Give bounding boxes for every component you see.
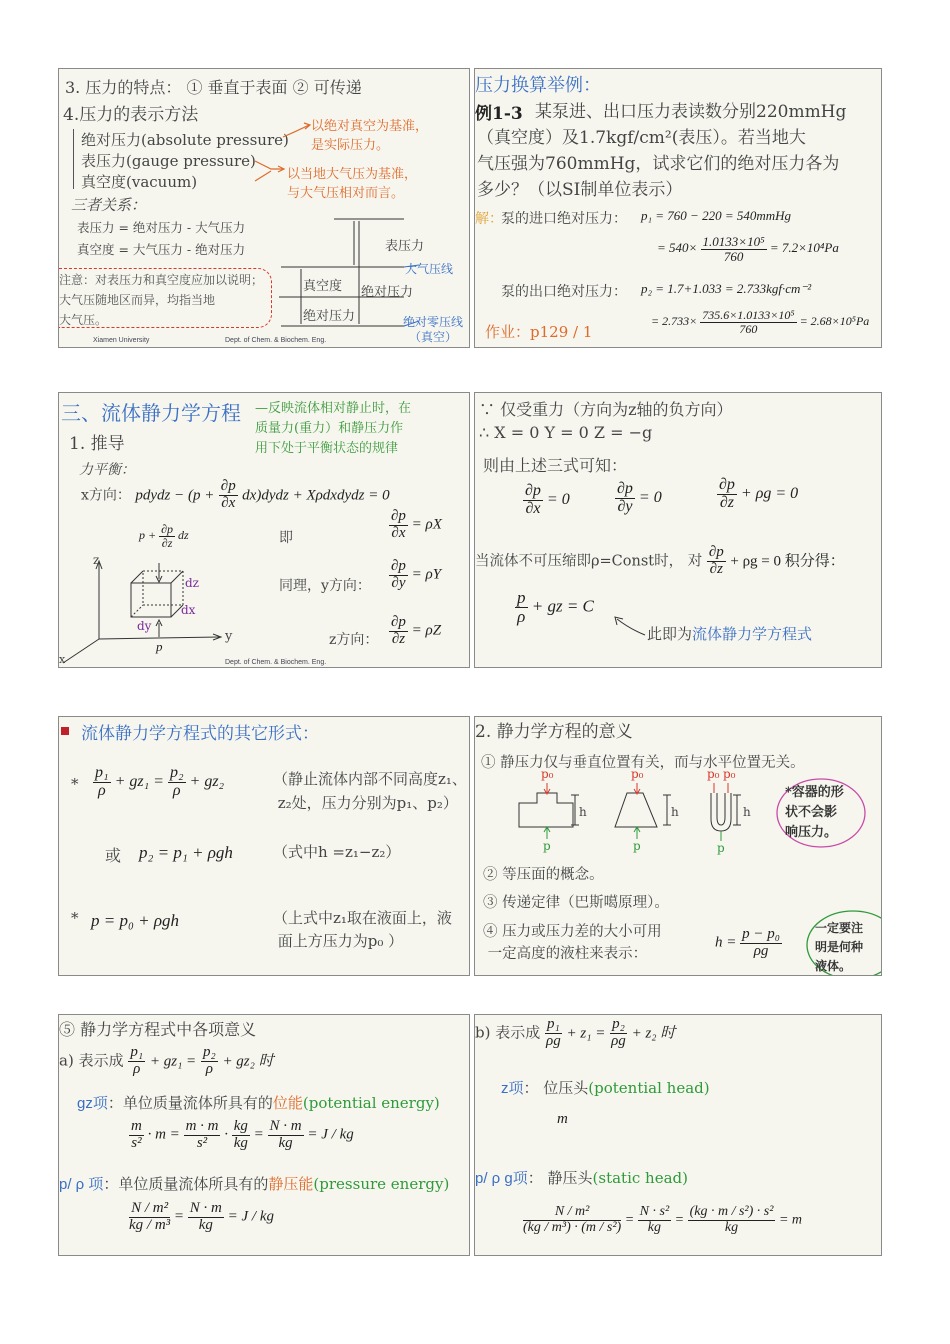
same-y: 同理，y方向：: [279, 578, 371, 594]
other-forms-title: 流体静力学方程式的其它形式：: [81, 724, 319, 744]
p0-label-1: p₀: [541, 767, 554, 781]
diagram-atm-line: 大气压线: [405, 262, 454, 276]
slide-other-forms: [58, 716, 470, 976]
p0-label-3: p₀: [707, 767, 720, 781]
x-direction: x方向： pdydz − (p + $\frac{\partial p}{\partial x}$ dx)dydz + Xρdxdydz = 0: [81, 478, 390, 511]
form-2-note: （式中h =z₁−z₂）: [273, 843, 401, 861]
label-dy: dy: [137, 619, 152, 633]
h-label-3: h: [743, 805, 751, 819]
conversion-title: 压力换算举例：: [475, 75, 601, 96]
vacuum-label: 真空度(vacuum): [81, 173, 198, 191]
eq-dpdx: $\frac{\partial p}{\partial x}$ = 0: [525, 482, 570, 517]
eq-y: $\frac{\partial p}{\partial y}$ = ρY: [391, 558, 442, 591]
slide-pressure-conversion: [474, 68, 882, 348]
meaning-3: ③ 传递定律（巴斯噶原理）。: [483, 895, 669, 911]
p0-label-4: p₀: [723, 767, 736, 781]
inlet-eq: p₁ = 760 − 220 = 540mmHg: [641, 208, 792, 223]
bullet-square: [61, 727, 69, 735]
equation-note: 此即为流体静力学方程式: [647, 625, 813, 643]
incompressible-line: 当流体不可压缩即ρ=Const时， 对 $\frac{\partial p}{\partial z}$ + ρg = 0 积分得：: [475, 544, 845, 577]
footer-dept: Dept. of Chem. & Biochem. Eng.: [225, 337, 327, 344]
hydrostatic-note: —反映流体相对静止时，在 质量力(重力）和静压力作 用下处于平衡状态的规律: [255, 401, 412, 456]
diagram-abs-2: 绝对压力: [303, 309, 356, 324]
footer-university: Xiamen University: [93, 337, 150, 344]
top-face-pressure: p + $\frac{\partial p}{\partial z}$ dz: [139, 522, 189, 550]
gz-units: $\frac{m}{\text{s²}}$ · m = $\frac{m \cdot m}{\text{s²}}$ · $\frac{kg}{kg}$ = $\frac{N \cdot m}{kg}$ = J / kg: [131, 1118, 354, 1151]
label-p: p: [156, 639, 163, 654]
meaning-4: ④ 压力或压力差的大小可用 一定高度的液柱来表示：: [483, 924, 662, 962]
form-2: p₂ = p₁ + ρgh: [139, 843, 233, 862]
gravity-line: ∵ 仅受重力（方向为z轴的负方向）: [479, 400, 733, 419]
p0-label-2: p₀: [631, 767, 644, 781]
gauge-pressure-label: 表压力(gauge pressure): [81, 152, 256, 170]
label-dz: dz: [185, 576, 200, 590]
form-1: $\frac{\text{p₁}}{\rho}$ + gz₁ = $\frac{\text{p₂}}{\rho}$ + gz₂: [95, 764, 225, 799]
form-a: a) 表示成 $\frac{\text{p₁}}{\rho}$ + gz₁ = $\frac{\text{p₂}}{\rho}$ + gz₂ 时: [59, 1044, 274, 1077]
axis-x: x: [59, 653, 66, 666]
h-label-1: h: [579, 805, 587, 819]
eq-x: $\frac{\partial p}{\partial x}$ = ρX: [391, 508, 442, 541]
liquid-column-eq: h = $\frac{\text{p − p₀}}{\rho g}$: [715, 926, 780, 959]
or-label: 或: [105, 846, 122, 865]
static-head-units: $\frac{\text{N / m²}}{\text{(kg / m³) · (m / s²)}}$ = $\frac{\text{N · s²}}{kg}$ = $\frac{\text{(kg · m / s²) · s²}}{kg}$ = m: [523, 1204, 803, 1235]
terms-title: ⑤ 静力学方程式中各项意义: [59, 1020, 257, 1039]
pressure-units: $\frac{\text{N / m²}}{\text{kg / m³}}$ = $\frac{N \cdot m}{kg}$ = J / kg: [129, 1200, 274, 1233]
xyz-values: ∴ X = 0 Y = 0 Z = −g: [479, 423, 653, 442]
pressure-methods: 4.压力的表示方法: [63, 105, 199, 125]
axis-z: z: [93, 553, 100, 567]
eq-dpdz: $\frac{\partial p}{\partial z}$ + ρg = 0: [719, 476, 799, 511]
vessel-shape-note: *容器的形 状不会影 响压力。: [785, 785, 844, 840]
slide-equation-meaning: [474, 716, 882, 976]
z-term: z项： 位压头(potential head): [501, 1079, 710, 1097]
relation-2: 真空度 = 大气压力 - 绝对压力: [77, 242, 246, 257]
slide-gravity-only: [474, 392, 882, 668]
z-direction: z方向：: [329, 632, 379, 648]
attention-box: [59, 268, 272, 328]
hydrostatic-title: 三、流体静力学方程: [61, 401, 241, 425]
inlet-calc: = 540× $\frac{\text{1.0133×10⁵}}{760}$ = 7.2×10⁴Pa: [657, 234, 839, 264]
star-1: *: [71, 775, 79, 793]
form-3: p = p₀ + ρgh: [91, 911, 180, 930]
hydrostatic-equation: $\frac{p}{\rho}$ + gz = C: [517, 588, 594, 626]
example-text: 某泵进、出口压力表读数分别220mmHg （真空度）及1.7kgf/cm²(表压）。若当地大 气压强为760mmHg，试求它们的绝对压力各为 多少？（以SI制单位表示）: [477, 102, 847, 200]
therefore-line: 则由上述三式可知：: [483, 456, 628, 475]
footer-dept: Dept. of Chem. & Biochem. Eng.: [225, 659, 327, 666]
liquid-type-note: 一定要注 明是何种 液体。: [815, 921, 864, 973]
force-balance: 力平衡：: [79, 462, 135, 478]
h-label-2: h: [671, 805, 679, 819]
p-label-3: p: [717, 841, 725, 855]
slide-term-meaning-b: [474, 1014, 882, 1256]
pressure-term: p/ ρ 项：单位质量流体所具有的静压能(pressure energy): [59, 1175, 450, 1193]
homework: 作业：p129 / 1: [485, 323, 593, 341]
eq-dpdy: $\frac{\partial p}{\partial y}$ = 0: [617, 480, 662, 515]
z-unit: m: [557, 1111, 568, 1127]
outlet-eq: p₂ = 1.7+1.033 = 2.733kgf·cm⁻²: [641, 281, 812, 296]
slide-pressure-representation: [58, 68, 470, 348]
slide-term-meaning-a: [58, 1014, 470, 1256]
outlet-calc: = 2.733× $\frac{\text{735.6×1.0133×10⁵}}{760}$ = 2.68×10⁵Pa: [651, 308, 870, 336]
outlet-text: 泵的出口绝对压力：: [501, 284, 627, 300]
form-3-note: （上式中z₁取在液面上，液 面上方压力为p₀ ）: [273, 909, 452, 950]
p-label-1: p: [543, 839, 551, 853]
meaning-2: ② 等压面的概念。: [483, 867, 604, 883]
slide-hydrostatic-derivation: [58, 392, 470, 668]
static-head-term: p/ ρ g项： 静压头(static head): [475, 1169, 688, 1187]
eq-z: $\frac{\partial p}{\partial z}$ = ρZ: [391, 614, 442, 647]
relation-title: 三者关系：: [71, 196, 147, 214]
axis-y: y: [225, 629, 233, 644]
p-label-2: p: [633, 839, 641, 853]
form-1-note: （静止流体内部不同高度z₁、 z₂处，压力分别为p₁、p₂）: [273, 770, 467, 812]
derivation-sub: 1. 推导: [69, 434, 125, 454]
meaning-1: ① 静压力仅与垂直位置有关，而与水平位置无关。: [481, 755, 805, 771]
pressure-features: 3. 压力的特点： ① 垂直于表面 ② 可传递: [65, 78, 362, 97]
attention-note: 注意：对表压力和真空度应加以说明； 大气压随地区而异，均指当地 大气压。: [59, 273, 264, 327]
label-dx: dx: [181, 603, 196, 617]
abs-note: 以绝对真空为基准， 是实际压力。: [311, 119, 429, 153]
gz-term: gz项：单位质量流体所具有的位能(potential energy): [77, 1094, 440, 1112]
star-2: *: [71, 909, 79, 927]
gauge-note: 以当地大气压为基准， 与大气压相对而言。: [287, 167, 418, 201]
diagram-zero-line: 绝对零压线 （真空）: [403, 315, 464, 344]
solution-label: 解：: [475, 211, 503, 227]
diagram-vacuum: 真空度: [303, 279, 343, 294]
meaning-title: 2. 静力学方程的意义: [475, 722, 633, 742]
relation-1: 表压力 = 绝对压力 - 大气压力: [77, 220, 246, 235]
ji-label: 即: [279, 530, 293, 546]
diagram-abs-1: 绝对压力: [361, 285, 414, 300]
inlet-text: 泵的进口绝对压力：: [501, 211, 627, 227]
absolute-pressure-label: 绝对压力(absolute pressure): [81, 131, 289, 149]
example-label: 例1-3: [475, 104, 523, 124]
form-b: b) 表示成 $\frac{\text{p₁}}{\rho g}$ + z₁ = $\frac{\text{p₂}}{\rho g}$ + z₂ 时: [475, 1016, 676, 1049]
diagram-gauge: 表压力: [385, 239, 425, 254]
